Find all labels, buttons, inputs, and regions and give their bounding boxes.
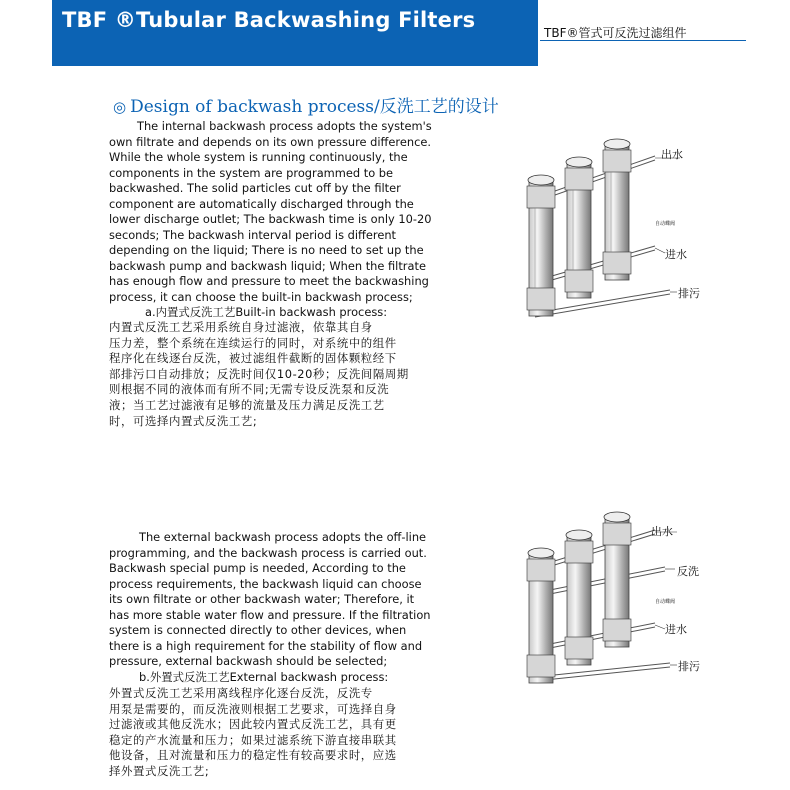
header-subtitle: TBF®管式可反洗过滤组件 [544, 26, 687, 40]
internal-en-line: seconds; The backwash interval period is different [109, 227, 397, 242]
external-subheading: b.外置式反洗工艺External backwash process: [139, 669, 389, 684]
internal-cn-line: 压力差，整个系统在连续运行的同时，对系统中的组件 [109, 335, 397, 350]
inlet-label: 进水 [665, 248, 687, 261]
external-en-line: The external backwash process adopts the off-line [139, 530, 427, 544]
internal-en-line: While the whole system is running continuously, the [109, 150, 408, 164]
internal-en-line: backwash pump and backwash liquid; When the filtrate [109, 258, 426, 273]
external-en-line: programming, and the backwash process is carried out. [109, 545, 427, 560]
filter-tube [565, 530, 593, 665]
outlet-label: 出水 [661, 148, 683, 161]
external-en-line: has more stable water flow and pressure. If the filtration [109, 607, 431, 622]
internal-cn-line: 则根据不同的液体而有所不同;无需专设反洗泵和反洗 [109, 382, 390, 397]
inlet-pipe [545, 623, 655, 649]
external-en-line: pressure, external backwash should be selected; [109, 654, 388, 668]
inlet-pipe [545, 246, 655, 282]
internal-cn-line: 时，可选择内置式反洗工艺; [109, 413, 258, 428]
header-underline [540, 40, 746, 41]
filter-tube [527, 175, 555, 316]
external-en-line: there is a high requirement for the stability of flow and [109, 638, 423, 653]
section-heading-text: Design of backwash process/反洗工艺的设计 [130, 97, 499, 117]
drain-label: 排污 [678, 287, 700, 300]
external-cn-line: 外置式反洗工艺采用离线程序化逐台反洗，反洗专 [109, 686, 373, 700]
external-cn-line: 用泵是需要的，而反洗液则根据工艺要求，可选择自身 [109, 701, 397, 716]
internal-en-line: The internal backwash process adopts the system's [137, 119, 432, 133]
internal-cn-line: 液；当工艺过滤液有足够的流量及压力满足反洗工艺 [109, 397, 385, 412]
internal-cn-paragraph [109, 320, 492, 429]
internal-en-line: has enough flow and pressure to meet the backwashing [109, 274, 429, 288]
internal-en-line: backwashed. The solid particles cut off by the filter [109, 181, 401, 195]
external-cn-line: 择外置式反洗工艺; [109, 763, 210, 778]
external-cn-line: 稳定的产水流量和压力；如果过滤系统下游直接串联其 [109, 732, 397, 747]
inlet-label: 进水 [665, 623, 687, 636]
external-en-line: Backwash special pump is needed, According to the [109, 561, 406, 575]
internal-en-line: components in the system are programmed to be [109, 165, 394, 180]
external-cn-line: 他设备，且对流量和压力的稳定性有较高要求时，应选 [109, 748, 397, 763]
internal-en-line: process, it can choose the built-in backwash process; [109, 289, 413, 304]
leader-line [655, 248, 665, 253]
internal-en-line: lower discharge outlet; The backwash time is only 10-20 [109, 212, 432, 226]
valve-label: 自动蝶阀 [655, 221, 676, 227]
internal-subheading: a.内置式反洗工艺Built-in backwash process: [145, 305, 388, 319]
header-title: TBF ®Tubular Backwashing Filters [62, 8, 476, 32]
internal-backwash-diagram [505, 128, 730, 328]
filter-tube [603, 139, 631, 280]
filter-tube [565, 157, 593, 298]
external-cn-paragraph [109, 686, 499, 780]
internal-en-paragraph [109, 119, 492, 321]
outlet-label: 出水 [651, 525, 673, 538]
section-heading [113, 92, 499, 117]
internal-cn-line: 程序化在线逐台反洗，被过滤组件截断的固体颗粒经下 [109, 351, 397, 366]
external-backwash-diagram [505, 505, 730, 695]
filter-tube [527, 548, 555, 683]
internal-en-line: component are automatically discharged through the [109, 196, 414, 211]
bullet-icon: ◎ [113, 98, 127, 116]
leader-line [655, 625, 665, 629]
drain-label: 排污 [678, 660, 700, 673]
external-en-line: its own filtrate or other backwash water; Therefore, it [109, 592, 415, 606]
internal-en-line: depending on the liquid; There is no need to set up the [109, 243, 424, 257]
filter-tube [603, 512, 631, 647]
external-en-line: process requirements, the backwash liquid can choose [109, 576, 422, 591]
internal-en-line: own filtrate and depends on its own pressure difference. [109, 134, 431, 149]
valve-label: 自动蝶阀 [655, 599, 676, 605]
external-en-paragraph [109, 530, 499, 685]
external-cn-line: 过滤液或其他反洗水；因此较内置式反洗工艺，具有更 [109, 717, 397, 732]
external-en-line: system is connected directly to other devices, when [109, 623, 407, 637]
internal-cn-line: 部排污口自动排放；反洗时间仅10-20秒；反洗间隔周期 [109, 366, 409, 381]
internal-cn-line: 内置式反洗工艺采用系统自身过滤液，依靠其自身 [109, 320, 373, 334]
backwash-label: 反洗 [677, 565, 699, 578]
